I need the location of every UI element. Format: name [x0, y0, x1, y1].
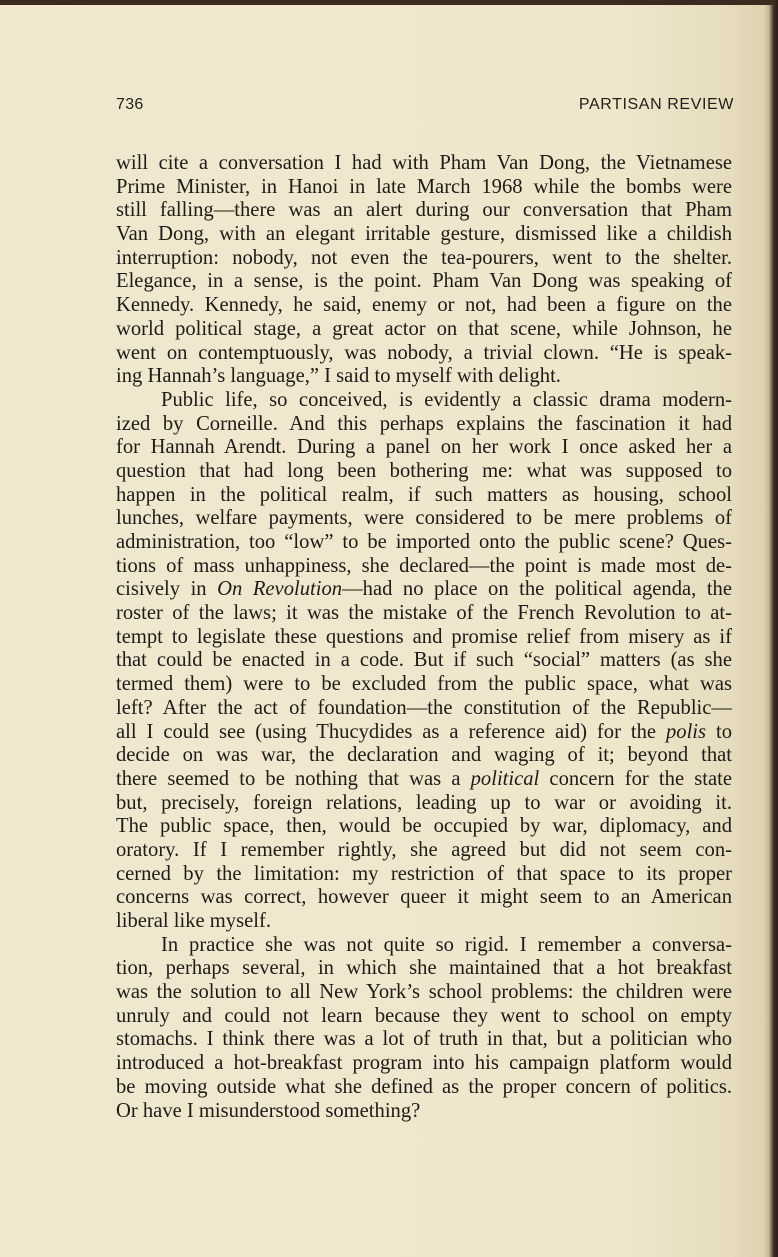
text-line: termed them) were to be excluded from the public space, what was — [116, 673, 732, 696]
paragraph — [116, 152, 732, 389]
text-line: all I could see (using Thucydides as a reference aid) for the polis to — [116, 720, 732, 743]
text-line: stomachs. I think there was a lot of truth in that, but a politician who — [116, 1028, 732, 1051]
text-line: for Hannah Arendt. During a panel on her work I once asked her a — [116, 436, 732, 459]
text-line: lunches, welfare payments, were considered to be mere problems of — [116, 507, 732, 530]
text-line: liberal like myself. — [116, 910, 271, 932]
page-header — [116, 96, 734, 118]
text-line: tion, perhaps several, in which she maintained that a hot breakfast — [116, 957, 732, 980]
text-line: Elegance, in a sense, is the point. Pham Van Dong was speaking of — [116, 270, 732, 293]
text-line: concerns was correct, however queer it might seem to an American — [116, 886, 732, 909]
text-line: Public life, so conceived, is evidently a classic drama modern- — [161, 388, 732, 411]
text-line: still falling—there was an alert during our conversation that Pham — [116, 199, 732, 222]
text-line: In practice she was not quite so rigid. I remember a conversa- — [161, 933, 732, 956]
page-number: 736 — [116, 96, 144, 113]
text-line: Prime Minister, in Hanoi in late March 1968 while the bombs were — [116, 175, 732, 198]
paragraph — [116, 389, 732, 934]
text-line: cerned by the limitation: my restriction of that space to its proper — [116, 862, 732, 885]
text-line: Or have I misunderstood something? — [116, 1099, 421, 1122]
page-top-edge — [0, 0, 778, 5]
text-line: roster of the laws; it was the mistake of the French Revolution to at- — [116, 602, 732, 625]
book-spine-edge — [764, 0, 778, 1257]
text-line: Kennedy. Kennedy, he said, enemy or not, had been a figure on the — [116, 294, 732, 317]
text-line: tempt to legislate these questions and promise relief from misery as if — [116, 625, 732, 648]
text-line: will cite a conversation I had with Pham Van Dong, the Vietnamese — [116, 152, 732, 174]
running-head: PARTISAN REVIEW — [578, 96, 734, 113]
body-text — [116, 152, 732, 1123]
text-line: interruption: nobody, not even the tea-pourers, went to the shelter. — [116, 246, 732, 269]
text-line: Van Dong, with an elegant irritable gesture, dismissed like a childish — [116, 223, 732, 246]
paragraph — [116, 934, 732, 1124]
text-line: administration, too “low” to be imported onto the public scene? Ques- — [116, 531, 732, 553]
text-line: world political stage, a great actor on that scene, while Johnson, he — [116, 317, 732, 340]
text-line: there seemed to be nothing that was a political concern for the state — [116, 767, 732, 790]
text-line: happen in the political realm, if such matters as housing, school — [116, 483, 732, 506]
text-line: went on contemptuously, was nobody, a trivial clown. “He is speak- — [116, 341, 732, 364]
text-line: that could be enacted in a code. But if such “social” matters (as she — [116, 649, 732, 672]
italic-title: political — [470, 767, 540, 790]
text-line: cisively in On Revolution—had no place on the political agenda, the — [116, 578, 732, 601]
text-line: ing Hannah’s language,” I said to myself with delight. — [116, 365, 561, 388]
text-line: The public space, then, would be occupied by war, diplomacy, and — [116, 815, 732, 838]
text-line: but, precisely, foreign relations, leading up to war or avoiding it. — [116, 791, 732, 814]
text-line: be moving outside what she defined as the proper concern of politics. — [116, 1075, 732, 1098]
text-line: introduced a hot-breakfast program into his campaign platform would — [116, 1052, 732, 1075]
text-line: tions of mass unhappiness, she declared—the point is made most de- — [116, 554, 732, 577]
italic-title: polis — [665, 720, 707, 743]
text-line: oratory. If I remember rightly, she agreed but did not seem con- — [116, 838, 732, 861]
text-line: ized by Corneille. And this perhaps explains the fascination it had — [116, 412, 732, 435]
text-line: was the solution to all New York’s school problems: the children were — [116, 981, 732, 1004]
text-line: decide on was war, the declaration and waging of it; beyond that — [116, 744, 732, 767]
text-line: left? After the act of foundation—the constitution of the Republic— — [116, 696, 732, 719]
italic-title: On Revolution — [217, 578, 343, 601]
text-line: question that had long been bothering me: what was supposed to — [116, 459, 732, 482]
text-line: unruly and could not learn because they went to school on empty — [116, 1004, 732, 1027]
